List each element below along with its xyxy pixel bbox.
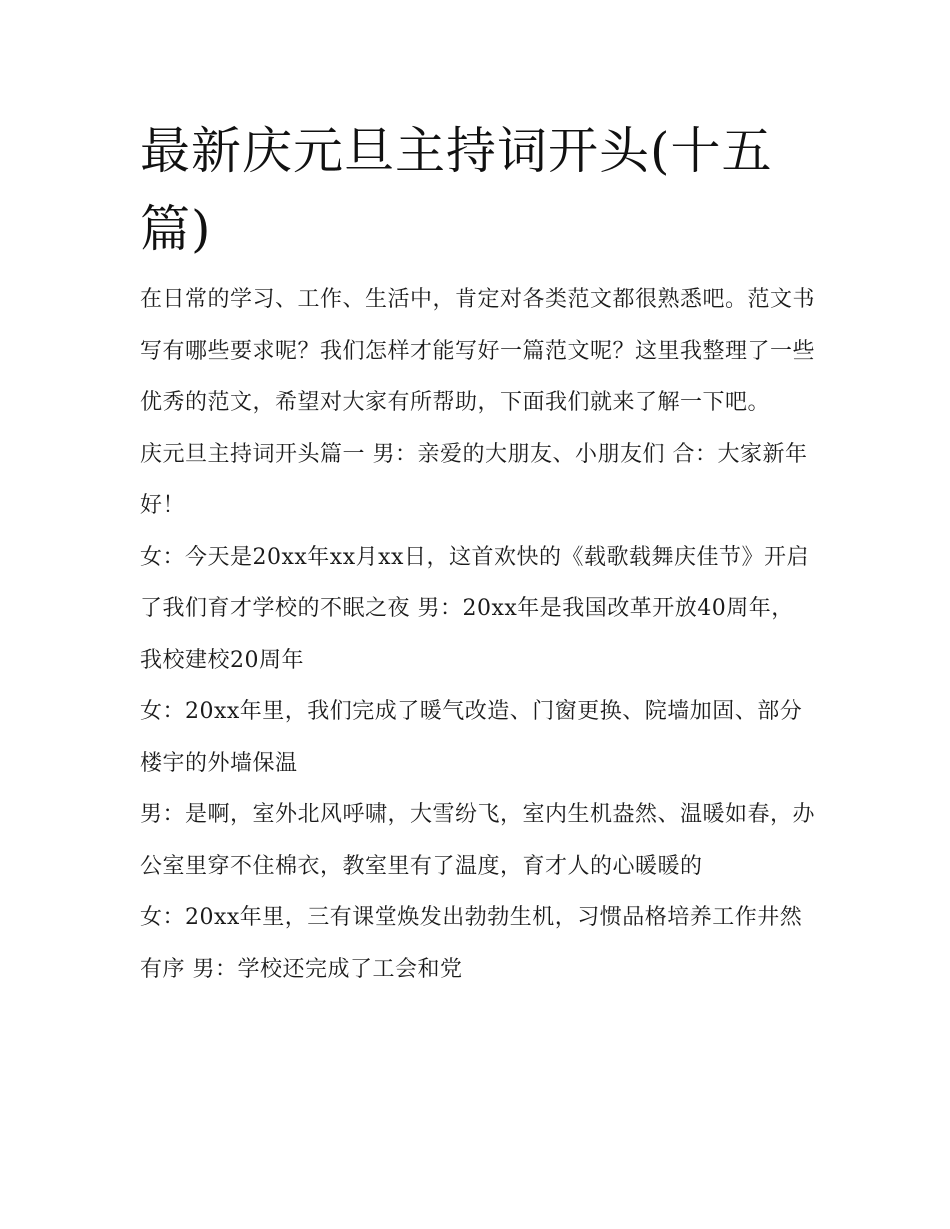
body-paragraph: 女：20xx年里，我们完成了暖气改造、门窗更换、院墙加固、部分楼宇的外墙保温 bbox=[140, 699, 803, 776]
intro-paragraph: 在日常的学习、工作、生活中，肯定对各类范文都很熟悉吧。范文书写有哪些要求呢？我们怎样才能写好一篇范文呢？这里我整理了一些优秀的范文，希望对大家有所帮助，下面我们就来了解一下吧。 bbox=[140, 287, 816, 415]
body-paragraph: 女：20xx年里，三有课堂焕发出勃勃生机，习惯品格培养工作井然有序 男：学校还完成了工会和党 bbox=[140, 905, 803, 982]
body-paragraph: 庆元旦主持词开头篇一 男：亲爱的大朋友、小朋友们 合：大家新年好！ bbox=[140, 441, 808, 518]
body-paragraph: 男：是啊，室外北风呼啸，大雪纷飞，室内生机盎然、温暖如春，办公室里穿不住棉衣，教室里有了温度，育才人的心暖暖的 bbox=[140, 802, 816, 879]
body-paragraph: 女：今天是20xx年xx月xx日，这首欢快的《载歌载舞庆佳节》开启了我们育才学校的不眠之夜 男：20xx年是我国改革开放40周年，我校建校20周年 bbox=[140, 544, 809, 673]
document-body bbox=[140, 274, 816, 995]
document-title: 最新庆元旦主持词开头(十五篇) bbox=[140, 122, 773, 258]
